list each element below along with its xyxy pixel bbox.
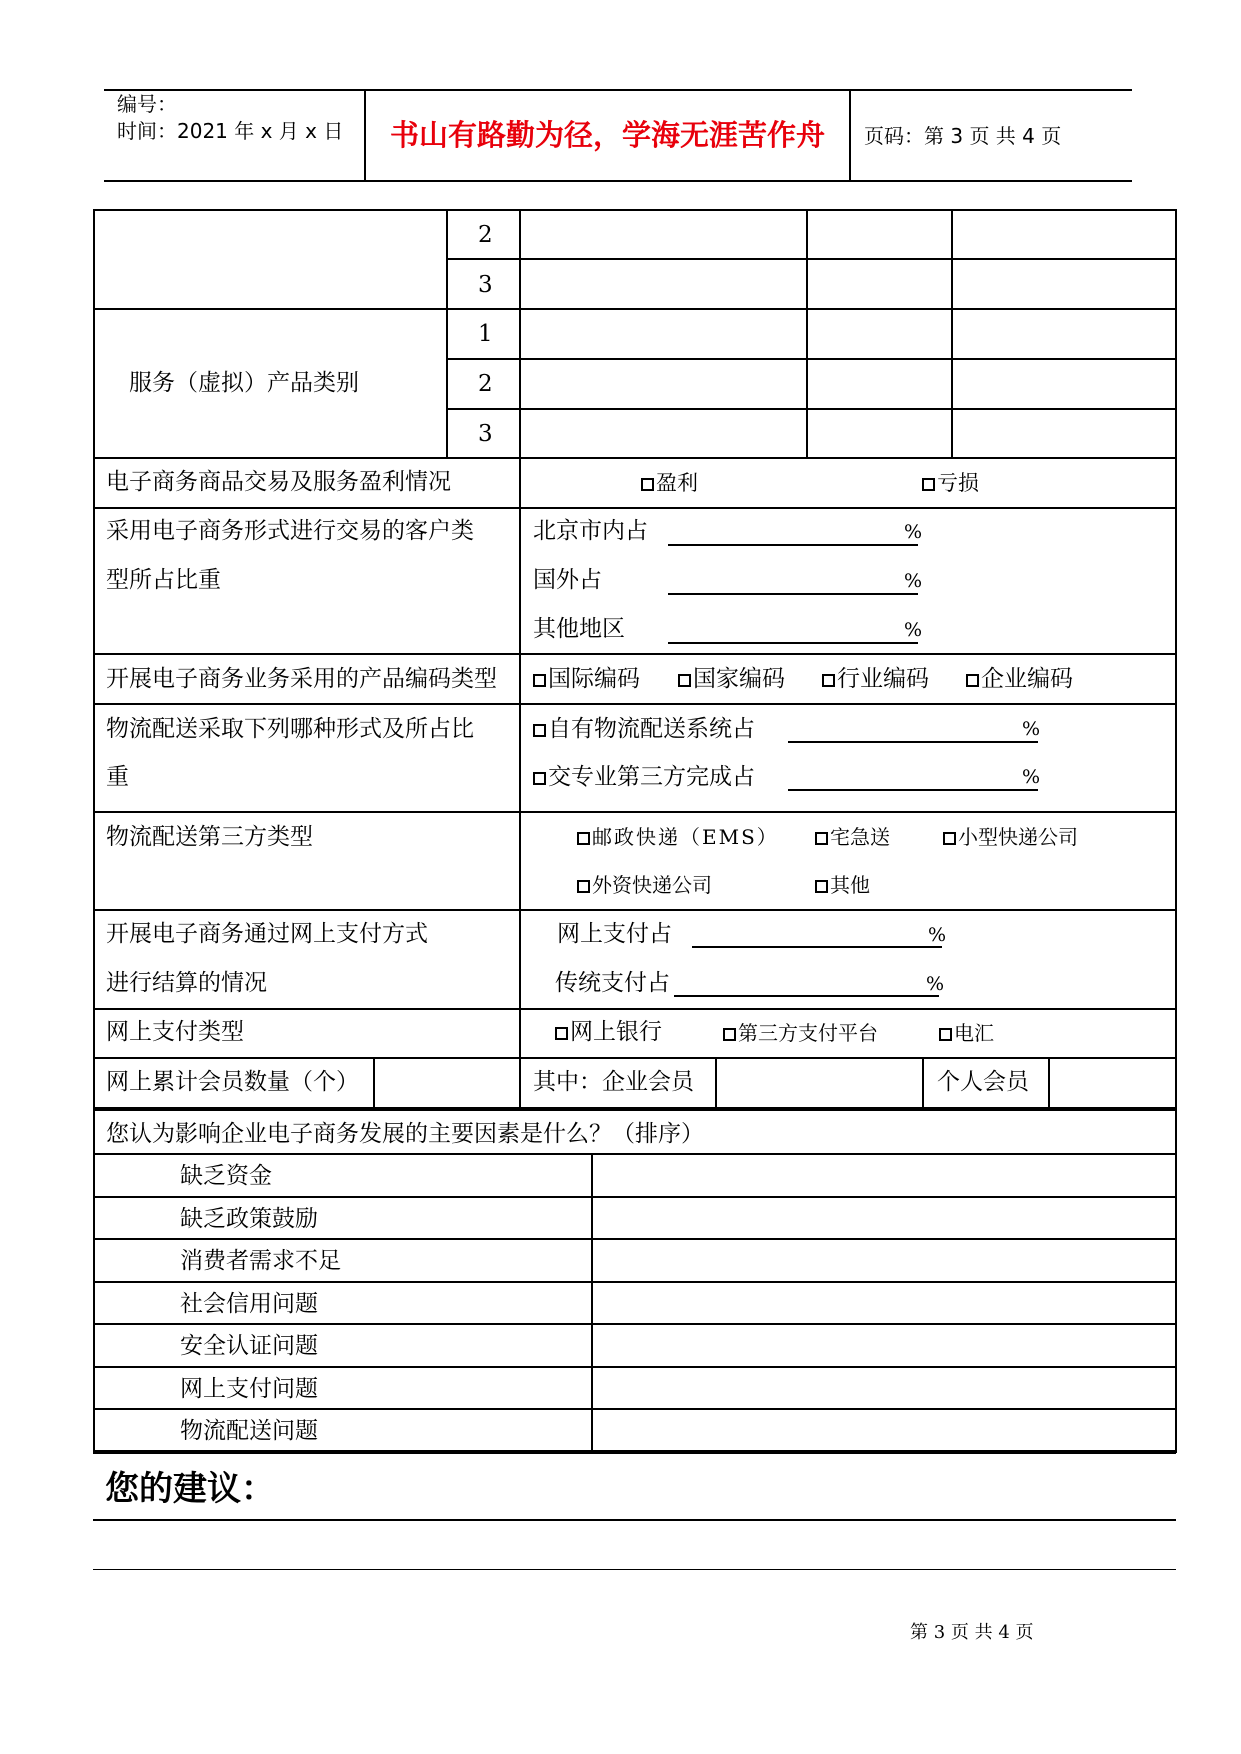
- customer-ratio-label-2: 型所占比重: [106, 567, 221, 593]
- percent-sign: %: [1022, 766, 1041, 788]
- third-party-option[interactable]: 外资快递公司: [577, 875, 712, 895]
- loss-option[interactable]: 亏损: [922, 473, 979, 494]
- rule-b: [93, 308, 1176, 310]
- online-payment-label-1: 开展电子商务通过网上支付方式: [106, 921, 428, 947]
- third-party-label: 物流配送第三方类型: [106, 824, 313, 850]
- checkbox[interactable]: [678, 674, 691, 687]
- factor-item: 消费者需求不足: [180, 1248, 341, 1274]
- rule-l: [93, 1057, 1176, 1059]
- rank-cell[interactable]: [593, 1198, 1174, 1238]
- checkbox[interactable]: [577, 880, 590, 893]
- col-main: [519, 209, 521, 1109]
- factor-item: 物流配送问题: [180, 1418, 318, 1444]
- payment-item: 传统支付占: [555, 970, 670, 996]
- logistics-item[interactable]: 自有物流配送系统占: [533, 718, 755, 741]
- logistics-blank[interactable]: [788, 789, 1038, 791]
- factor-item: 网上支付问题: [180, 1376, 318, 1402]
- payment-type-option[interactable]: 第三方支付平台: [723, 1023, 878, 1043]
- suggestion-input[interactable]: [93, 1522, 1176, 1568]
- header-top-rule: [104, 89, 1132, 91]
- coding-option[interactable]: 国际编码: [533, 668, 640, 691]
- suggestion-bottom-rule: [93, 1569, 1176, 1570]
- online-payment-label-2: 进行结算的情况: [106, 970, 267, 996]
- members-label: 网上累计会员数量（个）: [106, 1069, 359, 1095]
- table-right-border: [1175, 209, 1177, 1110]
- row-number: 2: [478, 222, 493, 248]
- rank-cell[interactable]: [593, 1155, 1174, 1195]
- customer-ratio-label-1: 采用电子商务形式进行交易的客户类: [106, 518, 474, 544]
- rule-i: [93, 811, 1176, 813]
- logistics-item[interactable]: 交专业第三方完成占: [533, 766, 755, 789]
- rule-e: [93, 457, 1176, 459]
- logistics-form-label-1: 物流配送采取下列哪种形式及所占比: [106, 716, 474, 742]
- rule-c: [446, 358, 1176, 360]
- ratio-blank[interactable]: [668, 642, 918, 644]
- col-4: [951, 209, 953, 458]
- coding-label: 开展电子商务业务采用的产品编码类型: [106, 666, 497, 692]
- header-divider-2: [849, 89, 851, 181]
- service-category-label: 服务（虚拟）产品类别: [129, 370, 359, 396]
- rank-cell[interactable]: [593, 1283, 1174, 1323]
- checkbox[interactable]: [641, 478, 654, 491]
- logistics-blank[interactable]: [788, 741, 1038, 743]
- checkbox[interactable]: [939, 1028, 952, 1041]
- checkbox[interactable]: [533, 724, 546, 737]
- col-num-left: [446, 209, 448, 458]
- factors-bottom-rule: [93, 1450, 1176, 1454]
- logistics-form-label-2: 重: [106, 764, 129, 790]
- checkbox[interactable]: [555, 1027, 568, 1040]
- percent-sign: %: [926, 973, 945, 995]
- payment-type-label: 网上支付类型: [106, 1019, 244, 1045]
- col-member-c: [922, 1057, 924, 1108]
- rule-a: [446, 258, 1176, 260]
- col-3: [806, 209, 808, 458]
- rule-h: [93, 703, 1176, 705]
- rule-g: [93, 653, 1176, 655]
- rule-thick: [93, 1107, 1176, 1111]
- profit-label: 电子商务商品交易及服务盈利情况: [106, 469, 451, 495]
- rule-top: [93, 209, 1176, 211]
- factor-item: 缺乏政策鼓励: [180, 1206, 318, 1232]
- payment-blank[interactable]: [674, 995, 939, 997]
- page-footer: 第 3 页 共 4 页: [910, 1622, 1034, 1643]
- rule-k: [93, 1008, 1176, 1010]
- row-number: 2: [478, 371, 493, 397]
- suggestion-title: 您的建议：: [105, 1469, 275, 1509]
- ratio-blank[interactable]: [668, 593, 918, 595]
- payment-type-option[interactable]: 网上银行: [555, 1021, 662, 1044]
- third-party-option[interactable]: 其他: [815, 875, 870, 895]
- ratio-blank[interactable]: [668, 544, 918, 546]
- checkbox[interactable]: [533, 674, 546, 687]
- page-label: 页码：第 3 页 共 4 页: [864, 124, 1062, 148]
- checkbox[interactable]: [815, 832, 828, 845]
- table-left-border: [93, 209, 95, 1110]
- col-member-d: [1048, 1057, 1050, 1108]
- checkbox[interactable]: [922, 478, 935, 491]
- rule-j: [93, 909, 1176, 911]
- percent-sign: %: [904, 570, 923, 592]
- coding-option[interactable]: 国家编码: [678, 668, 785, 691]
- checkbox[interactable]: [533, 772, 546, 785]
- ratio-item: 国外占: [533, 567, 602, 593]
- profit-option[interactable]: 盈利: [641, 473, 698, 494]
- checkbox[interactable]: [723, 1028, 736, 1041]
- motto: 书山有路勤为径，学海无涯苦作舟: [390, 118, 826, 152]
- payment-blank[interactable]: [692, 946, 942, 948]
- col-member-a: [373, 1057, 375, 1108]
- col-member-b: [715, 1057, 717, 1108]
- factor-item: 缺乏资金: [180, 1163, 272, 1189]
- ratio-item: 其他地区: [533, 616, 625, 642]
- payment-item: 网上支付占: [557, 921, 672, 947]
- third-party-option[interactable]: 宅急送: [815, 827, 890, 847]
- row-number: 1: [478, 321, 493, 347]
- factor-item: 社会信用问题: [180, 1291, 318, 1317]
- third-party-option[interactable]: 邮政快递（EMS）: [577, 827, 779, 847]
- percent-sign: %: [904, 619, 923, 641]
- serial-label: 编号：: [117, 92, 177, 116]
- row-number: 3: [478, 272, 493, 298]
- coding-option[interactable]: 行业编码: [822, 668, 929, 691]
- percent-sign: %: [928, 924, 947, 946]
- factors-question: 您认为影响企业电子商务发展的主要因素是什么？（排序）: [106, 1121, 704, 1147]
- checkbox[interactable]: [966, 674, 979, 687]
- rule-d: [446, 408, 1176, 410]
- rank-cell[interactable]: [593, 1410, 1174, 1450]
- header-bottom-rule: [104, 180, 1132, 182]
- rank-cell[interactable]: [593, 1325, 1174, 1365]
- factor-item: 安全认证问题: [180, 1333, 318, 1359]
- header-divider-1: [364, 89, 366, 181]
- rank-cell[interactable]: [593, 1240, 1174, 1280]
- payment-type-option[interactable]: 电汇: [939, 1023, 994, 1043]
- checkbox[interactable]: [577, 832, 590, 845]
- suggestion-rule: [93, 1519, 1176, 1521]
- time-label: 时间：2021 年 x 月 x 日: [117, 119, 344, 143]
- checkbox[interactable]: [943, 832, 956, 845]
- personal-members-label: 个人会员: [937, 1069, 1029, 1095]
- coding-option[interactable]: 企业编码: [966, 668, 1073, 691]
- percent-sign: %: [1022, 718, 1041, 740]
- enterprise-members-label: 其中：企业会员: [533, 1069, 694, 1095]
- checkbox[interactable]: [822, 674, 835, 687]
- rank-cell[interactable]: [593, 1368, 1174, 1408]
- checkbox[interactable]: [815, 880, 828, 893]
- rule-f: [93, 507, 1176, 509]
- percent-sign: %: [904, 521, 923, 543]
- third-party-option[interactable]: 小型快递公司: [943, 827, 1078, 847]
- row-number: 3: [478, 421, 493, 447]
- ratio-item: 北京市内占: [533, 518, 648, 544]
